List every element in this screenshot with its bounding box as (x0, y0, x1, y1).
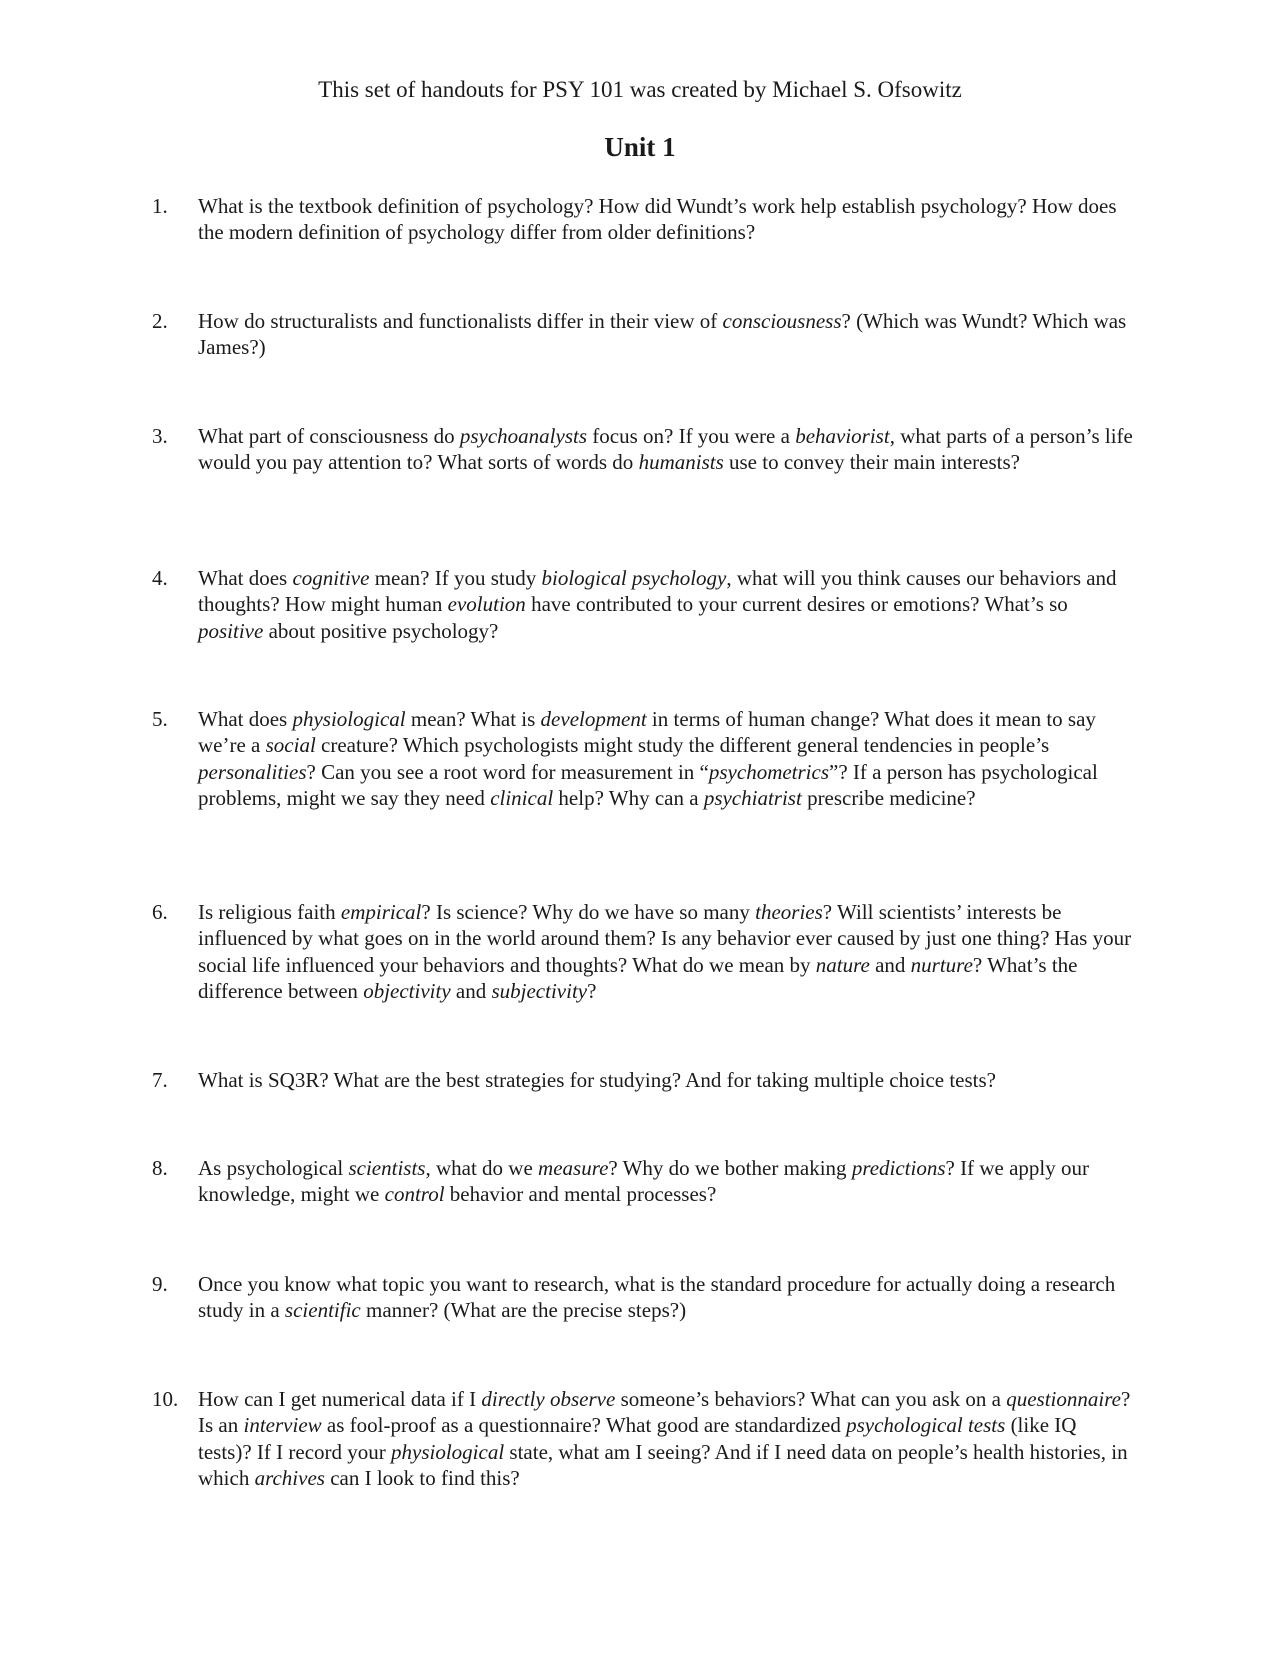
question-text (198, 1067, 1133, 1093)
italic-term: scientific (284, 1298, 361, 1323)
italic-term: scientists (348, 1156, 426, 1180)
question-text (198, 565, 1133, 644)
text-segment: ? Can you see a root word for measurement in “ (306, 759, 709, 784)
text-segment: help? Why can a (553, 785, 704, 810)
question-text (198, 423, 1133, 476)
text-segment: ? What’s the difference between (198, 952, 1078, 1003)
italic-term: physiological (391, 1439, 505, 1464)
italic-term: objectivity (363, 978, 451, 1003)
italic-term: questionnaire (1006, 1387, 1121, 1411)
italic-term: directly observe (481, 1387, 616, 1411)
italic-term: interview (243, 1413, 322, 1438)
text-segment: behavior and mental processes? (444, 1182, 717, 1207)
text-segment: What does (198, 707, 293, 731)
text-segment: ? (Which was Wundt? Which was James?) (198, 309, 1127, 360)
text-segment: mean? If you study (369, 566, 542, 590)
question-number: 9. (152, 1272, 168, 1296)
text-segment: ? (587, 978, 597, 1003)
text-segment: mean? What is (405, 707, 541, 731)
italic-term: psychiatrist (703, 785, 802, 810)
text-segment: state, what am I seeing? And if I need data on people’s health histories, in which (198, 1439, 1128, 1490)
text-segment: ”? If a person has psychological problems, might we say they need (198, 759, 1098, 810)
question-number: 10. (152, 1387, 179, 1411)
italic-term: psychoanalysts (459, 424, 588, 448)
question-number: 1. (152, 194, 168, 218)
italic-term: clinical (490, 785, 554, 810)
question-number: 4. (152, 566, 168, 590)
text-segment: What does (198, 566, 293, 590)
italic-term: positive (198, 618, 264, 643)
italic-term: social (265, 733, 316, 758)
italic-term: cognitive (292, 566, 370, 590)
italic-term: nurture (910, 952, 973, 977)
text-segment: Is religious faith (198, 900, 341, 924)
question-text (198, 1155, 1133, 1208)
italic-term: empirical (340, 900, 422, 924)
text-segment: focus on? If you were a (587, 424, 796, 448)
italic-term: psychometrics (708, 759, 830, 784)
author-credit-line: This set of handouts for PSY 101 was created by Michael S. Ofsowitz (318, 77, 962, 102)
unit-title: Unit 1 (604, 132, 676, 162)
italic-term: measure (538, 1156, 609, 1180)
italic-term: theories (755, 900, 823, 924)
text-segment: use to convey their main interests? (723, 450, 1020, 475)
text-segment: as fool-proof as a questionnaire? What good are standardized (321, 1413, 847, 1438)
text-segment: ? Is science? Why do we have so many (421, 900, 756, 924)
italic-term: nature (815, 952, 870, 977)
text-segment: in terms of human change? What does it mean to say we’re a (198, 707, 1096, 758)
text-segment: prescribe medicine? (801, 785, 976, 810)
text-segment: creature? Which psychologists might study the different general tendencies in people’s (315, 733, 1050, 758)
text-segment: can I look to find this? (324, 1465, 520, 1490)
italic-term: evolution (447, 592, 526, 617)
question-text (198, 308, 1133, 361)
text-segment: What part of consciousness do (198, 424, 460, 448)
text-segment: As psychological (198, 1156, 349, 1180)
text-segment: ? Is an (198, 1387, 1131, 1438)
text-segment: , what will you think causes our behaviors and thoughts? How might human (198, 566, 1117, 617)
text-segment: What is SQ3R? What are the best strategies for studying? And for taking multiple choice tests? (198, 1068, 996, 1092)
text-segment: manner? (What are the precise steps?) (360, 1298, 687, 1323)
italic-term: archives (254, 1465, 325, 1490)
text-segment: How do structuralists and functionalists differ in their view of (198, 309, 723, 333)
text-segment: and (869, 952, 911, 977)
italic-term: biological psychology (541, 566, 727, 590)
text-segment: ? Why do we bother making (608, 1156, 852, 1180)
question-number: 7. (152, 1068, 168, 1092)
text-segment: and (450, 978, 492, 1003)
question-text (198, 193, 1133, 246)
text-segment: about positive psychology? (263, 618, 499, 643)
text-segment: How can I get numerical data if I (198, 1387, 482, 1411)
italic-term: control (384, 1182, 445, 1207)
text-segment: (like IQ tests)? If I record your (198, 1413, 1077, 1464)
text-segment: ? If we apply our knowledge, might we (198, 1156, 1089, 1207)
text-segment: ? Will scientists’ interests be influenced by what goes on in the world around them? Is any behavior ever caused by just one thing? Has your social life influenced your behaviors and thoughts? What do we mean by (198, 900, 1132, 977)
italic-term: humanists (638, 450, 724, 475)
question-text (198, 1386, 1133, 1491)
italic-term: development (540, 707, 647, 731)
text-segment: Once you know what topic you want to research, what is the standard procedure for actually doing a research study in a (198, 1272, 1116, 1323)
italic-term: personalities (198, 759, 307, 784)
italic-term: consciousness (722, 309, 842, 333)
question-text (198, 1271, 1133, 1324)
text-segment: What is the textbook definition of psychology? How did Wundt’s work help establish psychology? How does the modern definition of psychology differ from older definitions? (198, 194, 1117, 245)
italic-term: predictions (851, 1156, 946, 1180)
question-number: 5. (152, 707, 168, 731)
text-segment: , what parts of a person’s life would you pay attention to? What sorts of words do (198, 424, 1133, 475)
italic-term: psychological tests (846, 1413, 1006, 1438)
question-text (198, 706, 1133, 811)
question-text (198, 899, 1133, 1004)
text-segment: have contributed to your current desires or emotions? What’s so (525, 592, 1068, 617)
text-segment: , what do we (425, 1156, 539, 1180)
italic-term: physiological (292, 707, 406, 731)
question-number: 6. (152, 900, 168, 924)
italic-term: behaviorist (795, 424, 890, 448)
question-number: 2. (152, 309, 168, 333)
question-number: 8. (152, 1156, 168, 1180)
question-number: 3. (152, 424, 168, 448)
italic-term: subjectivity (491, 978, 588, 1003)
text-segment: someone’s behaviors? What can you ask on a (615, 1387, 1007, 1411)
